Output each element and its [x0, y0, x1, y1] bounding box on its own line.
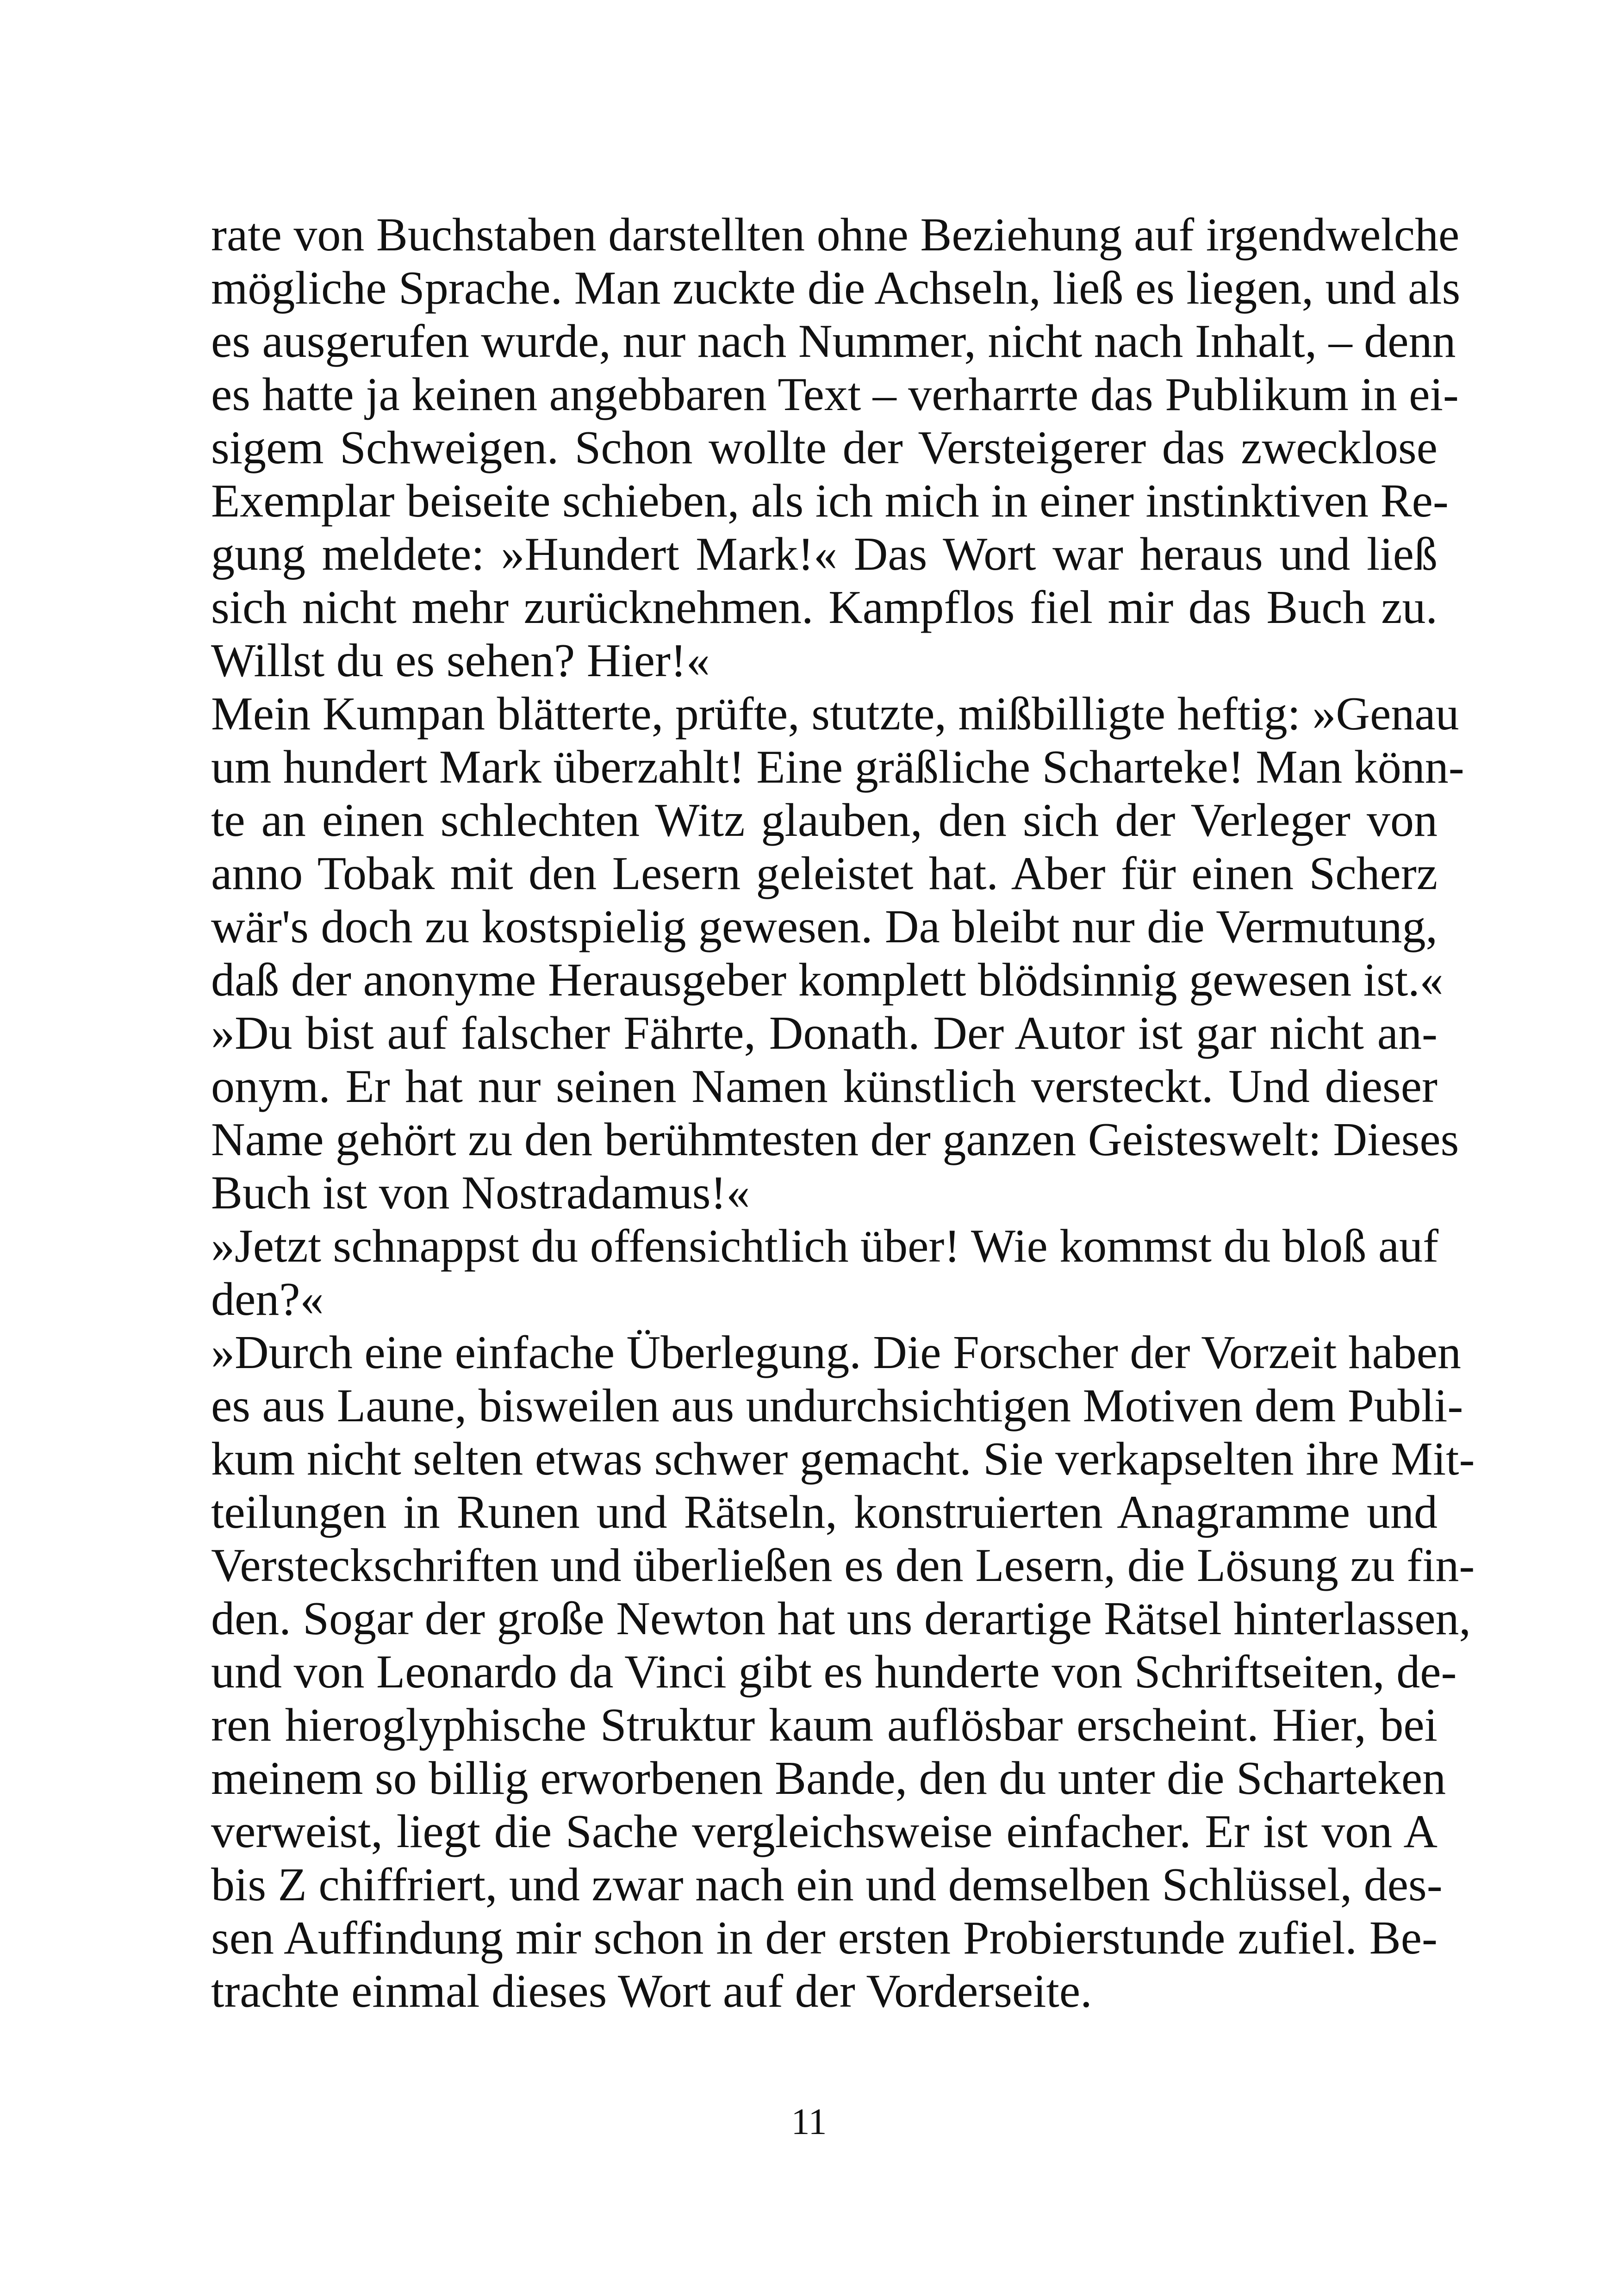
- text-line: Exemplar beiseite schieben, als ich mich in einer instinktiven Re-: [211, 475, 1449, 527]
- text-line: »Jetzt schnappst du offensichtlich über! Wie kommst du bloß auf: [211, 1220, 1439, 1272]
- text-line: wär's doch zu kostspielig gewesen. Da bleibt nur die Vermutung,: [211, 901, 1438, 953]
- page-number: 11: [791, 2102, 827, 2142]
- text-line: te an einen schlechten Witz glauben, den sich der Verleger von: [211, 794, 1438, 846]
- text-line: um hundert Mark überzahlt! Eine gräßliche Scharteke! Man könn-: [211, 741, 1464, 793]
- text-line: mögliche Sprache. Man zuckte die Achseln, ließ es liegen, und als: [211, 262, 1461, 314]
- text-line: es hatte ja keinen angebbaren Text – verharrte das Publikum in ei-: [211, 368, 1459, 421]
- text-line: Buch ist von Nostradamus!«: [211, 1167, 750, 1219]
- text-line: daß der anonyme Herausgeber komplett blödsinnig gewesen ist.«: [211, 954, 1444, 1006]
- text-line: Mein Kumpan blätterte, prüfte, stutzte, mißbilligte heftig: »Genau: [211, 688, 1459, 740]
- body-text: [211, 208, 1475, 2018]
- paragraph: [211, 208, 1461, 687]
- paragraph: [211, 1007, 1459, 1220]
- text-line: Willst du es sehen? Hier!«: [211, 635, 710, 687]
- text-line: anno Tobak mit den Lesern geleistet hat. Aber für einen Scherz: [211, 847, 1438, 900]
- text-line: Versteckschriften und überließen es den Lesern, die Lösung zu fin-: [211, 1539, 1475, 1592]
- text-line: kum nicht selten etwas schwer gemacht. Sie verkapselten ihre Mit-: [211, 1433, 1475, 1485]
- text-line: Name gehört zu den berühmtesten der ganzen Geisteswelt: Dieses: [211, 1114, 1459, 1166]
- text-line: onym. Er hat nur seinen Namen künstlich versteckt. Und dieser: [211, 1060, 1438, 1113]
- text-line: es aus Laune, bisweilen aus undurchsichtigen Motiven dem Publi-: [211, 1380, 1463, 1432]
- text-line: und von Leonardo da Vinci gibt es hunderte von Schriftseiten, de-: [211, 1646, 1457, 1698]
- text-line: es ausgerufen wurde, nur nach Nummer, nicht nach Inhalt, – denn: [211, 315, 1456, 367]
- text-line: rate von Buchstaben darstellten ohne Beziehung auf irgendwelche: [211, 209, 1460, 261]
- text-line: teilungen in Runen und Rätseln, konstruierten Anagramme und: [211, 1486, 1438, 1538]
- text-line: ren hieroglyphische Struktur kaum auflösbar erscheint. Hier, bei: [211, 1699, 1438, 1751]
- text-line: gung meldete: »Hundert Mark!« Das Wort war heraus und ließ: [211, 528, 1438, 580]
- text-line: meinem so billig erworbenen Bande, den du unter die Scharteken: [211, 1752, 1446, 1804]
- text-line: »Durch eine einfache Überlegung. Die Forscher der Vorzeit haben: [211, 1326, 1462, 1379]
- paragraph: [211, 687, 1464, 1007]
- text-line: »Du bist auf falscher Fährte, Donath. Der Autor ist gar nicht an-: [211, 1007, 1438, 1059]
- text-line: trachte einmal dieses Wort auf der Vorderseite.: [211, 1965, 1092, 2017]
- paragraph: [211, 1220, 1438, 1326]
- text-line: den. Sogar der große Newton hat uns derartige Rätsel hinterlassen,: [211, 1593, 1471, 1645]
- text-line: sich nicht mehr zurücknehmen. Kampflos fiel mir das Buch zu.: [211, 581, 1438, 634]
- text-line: sigem Schweigen. Schon wollte der Versteigerer das zwecklose: [211, 422, 1438, 474]
- paragraph: [211, 1326, 1475, 2018]
- text-line: den?«: [211, 1273, 324, 1325]
- text-line: verweist, liegt die Sache vergleichsweise einfacher. Er ist von A: [211, 1805, 1438, 1858]
- text-line: bis Z chiffriert, und zwar nach ein und demselben Schlüssel, des-: [211, 1859, 1443, 1911]
- text-line: sen Auffindung mir schon in der ersten Probierstunde zufiel. Be-: [211, 1912, 1438, 1964]
